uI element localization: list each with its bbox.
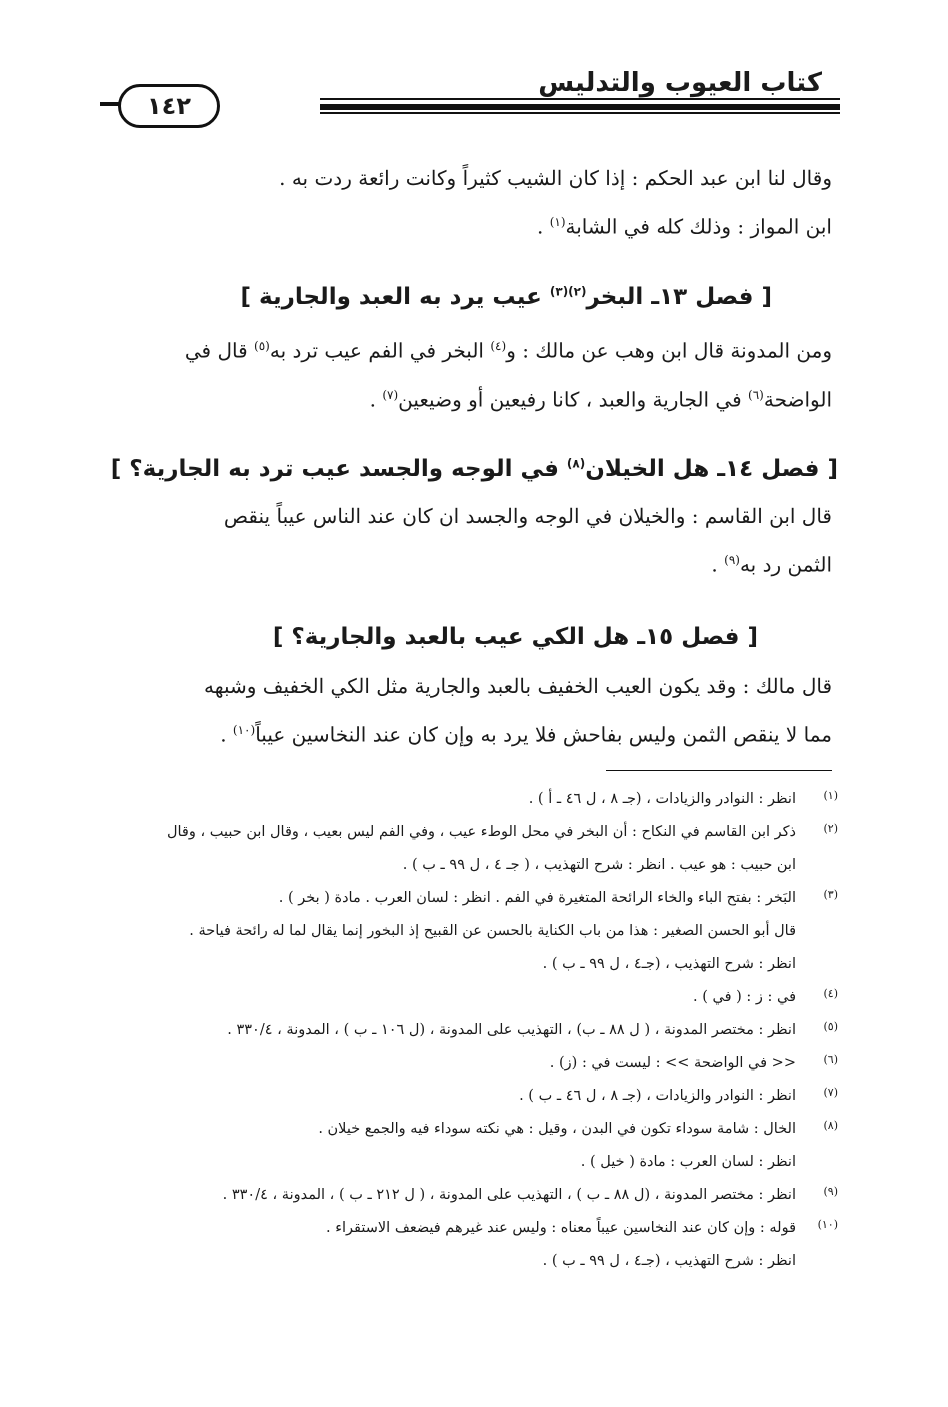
footnote-ref[interactable]: (٥) — [254, 339, 270, 353]
footnote-number: (٧) — [823, 1086, 838, 1099]
paragraph-2 — [112, 324, 832, 421]
heading-text: [ فصل ١٣ـ البخر — [586, 284, 772, 310]
header-rule-thin — [320, 98, 840, 100]
footnote-number: (١٠) — [817, 1218, 838, 1231]
footnote-text: انظر : مختصر المدونة ، ( ل ٨٨ ـ ب) ، التهذيب على المدونة ، (ل ١٠٦ ـ ب ) ، المدونة ، ٣٣٠/٤ . — [227, 1022, 796, 1038]
footnote-ref[interactable]: (٢)(٣) — [549, 284, 587, 299]
footnote-ref[interactable]: (٤) — [490, 339, 507, 353]
paragraph-line — [112, 538, 832, 587]
footnote-number: (٢) — [823, 822, 838, 835]
footnote-text: ابن حبيب : هو عيب . انظر : شرح التهذيب ، ( جـ ٤ ، ل ٩٩ ـ ب ) . — [402, 857, 796, 873]
footnote-item — [110, 1212, 838, 1278]
footnote-text: البَخر : بفتح الباء والخاء الرائحة المتغيرة في الفم . انظر : لسان العرب . مادة ( بخر ) . — [278, 890, 796, 906]
footnotes — [110, 783, 838, 1278]
footnote-ref[interactable]: (٩) — [724, 553, 740, 567]
footnote-ref[interactable]: (٧) — [382, 387, 399, 402]
footnote-ref[interactable]: (٨) — [566, 456, 586, 471]
text-run: مما لا ينقص الثمن وليس بفاحش فلا يرد به وإن كان عند النخاسين عيباً — [255, 722, 832, 747]
footnote-text: قال أبو الحسن الصغير : هذا من باب الكناية بالحسن عن القبيح إذ البخور إنما يقال لما له رائحة فياحة . — [189, 923, 796, 939]
paragraph-4 — [112, 664, 832, 757]
text-run: . — [369, 387, 383, 412]
heading-text: عيب يرد به العبد والجارية ] — [240, 284, 550, 310]
footnote-item — [110, 1047, 838, 1080]
section-heading-14 — [111, 456, 838, 482]
text-run: الواضحة — [763, 387, 832, 412]
text-run: الثمن رد به — [739, 552, 832, 577]
paragraph-line: قال ابن القاسم : والخيلان في الوجه والجسد ان كان عند الناس عيباً ينقص — [223, 504, 832, 528]
page-number-badge — [118, 84, 220, 128]
footnote-item — [110, 981, 838, 1014]
text-run: ومن المدونة قال ابن وهب عن مالك : و — [506, 338, 832, 363]
text-run: قال في — [184, 338, 255, 363]
footnote-text: في : ز : ( في ) . — [693, 989, 796, 1005]
footnote-item — [110, 1113, 838, 1179]
paragraph-line — [112, 708, 832, 757]
footnote-text: انظر : النوادر والزيادات ، (جـ ٨ ، ل ٤٦ ـ ب ) . — [519, 1088, 796, 1104]
footnote-text: الخال : شامة سوداء تكون في البدن ، وقيل : هي نكته سوداء فيه والجمع خيلان . — [318, 1121, 796, 1137]
text-run: في الجارية والعبد ، كانا رفيعين أو وضيعين — [398, 387, 749, 412]
footnote-text: انظر : شرح التهذيب ، (جـ٤ ، ل ٩٩ ـ ب ) . — [542, 1253, 796, 1269]
footnote-text: انظر : شرح التهذيب ، (جـ٤ ، ل ٩٩ ـ ب ) . — [542, 956, 796, 972]
footnote-item — [110, 816, 838, 882]
page-number: ١٤٢ — [147, 92, 191, 120]
section-heading-15: [ فصل ١٥ـ هل الكي عيب بالعبد والجارية؟ ] — [272, 624, 758, 650]
footnote-item — [110, 882, 838, 981]
footnote-item — [110, 1014, 838, 1047]
paragraph-line — [112, 200, 832, 249]
text-run: . — [220, 722, 233, 747]
footnote-number: (٦) — [823, 1053, 838, 1066]
text-run: ابن المواز : وذلك كله في الشابة — [565, 214, 832, 239]
paragraph-line: وقال لنا ابن عبد الحكم : إذا كان الشيب كثيراً وكانت رائعة ردت به . — [279, 166, 832, 190]
footnote-text: << في الواضحة >> : ليست في : (ز) . — [549, 1055, 796, 1071]
footnote-number: (٣) — [823, 888, 838, 901]
footnote-item — [110, 1080, 838, 1113]
footnote-ref[interactable]: (١٠) — [232, 723, 256, 737]
footnote-number: (٩) — [823, 1185, 838, 1198]
footnote-text: ذكر ابن القاسم في النكاح : أن البخر في محل الوطء عيب ، وفي الفم ليس بعيب ، وقال ابن حبيب ، وقال — [166, 824, 796, 840]
footnote-item — [110, 1179, 838, 1212]
heading-text: [ فصل ١٤ـ هل الخيلان — [585, 456, 838, 482]
footnote-text: انظر : مختصر المدونة ، (ل ٨٨ ـ ب ) ، التهذيب على المدونة ، ( ل ٢١٢ ـ ب ) ، المدونة ، ٣٣٠/٤ . — [222, 1187, 796, 1203]
text-run: . — [711, 552, 725, 577]
text-run: البخر في الفم عيب ترد به — [269, 338, 491, 363]
footnote-number: (١) — [823, 789, 838, 802]
paragraph-line: قال مالك : وقد يكون العيب الخفيف بالعبد والجارية مثل الكي الخفيف وشبهه — [204, 674, 832, 698]
paragraph-1 — [112, 156, 832, 249]
footnote-text: انظر : لسان العرب : مادة ( خيل ) . — [580, 1154, 796, 1170]
section-heading-13 — [241, 284, 773, 310]
book-title: كتاب العيوب والتدليس — [538, 68, 822, 98]
footnote-separator — [606, 770, 832, 771]
footnote-ref[interactable]: (٦) — [748, 387, 764, 402]
paragraph-3 — [112, 494, 832, 587]
footnote-text: قوله : وإن كان عند النخاسين عيباً معناه : وليس عند غيرهم فيضعف الاستقراء . — [325, 1220, 796, 1236]
footnote-ref[interactable]: (١) — [549, 215, 566, 229]
footnote-number: (٥) — [823, 1020, 838, 1033]
footnote-item — [110, 783, 838, 816]
text-run: . — [536, 214, 550, 239]
heading-text: في الوجه والجسد عيب ترد به الجارية؟ ] — [110, 456, 567, 482]
page-header — [100, 62, 840, 120]
footnote-number: (٤) — [823, 987, 838, 1000]
paragraph-line — [112, 373, 832, 422]
paragraph-line — [112, 324, 832, 373]
header-rule — [320, 104, 840, 114]
footnote-number: (٨) — [823, 1119, 838, 1132]
footnote-text: انظر : النوادر والزيادات ، (جـ ٨ ، ل ٤٦ ـ أ ) . — [528, 791, 796, 807]
